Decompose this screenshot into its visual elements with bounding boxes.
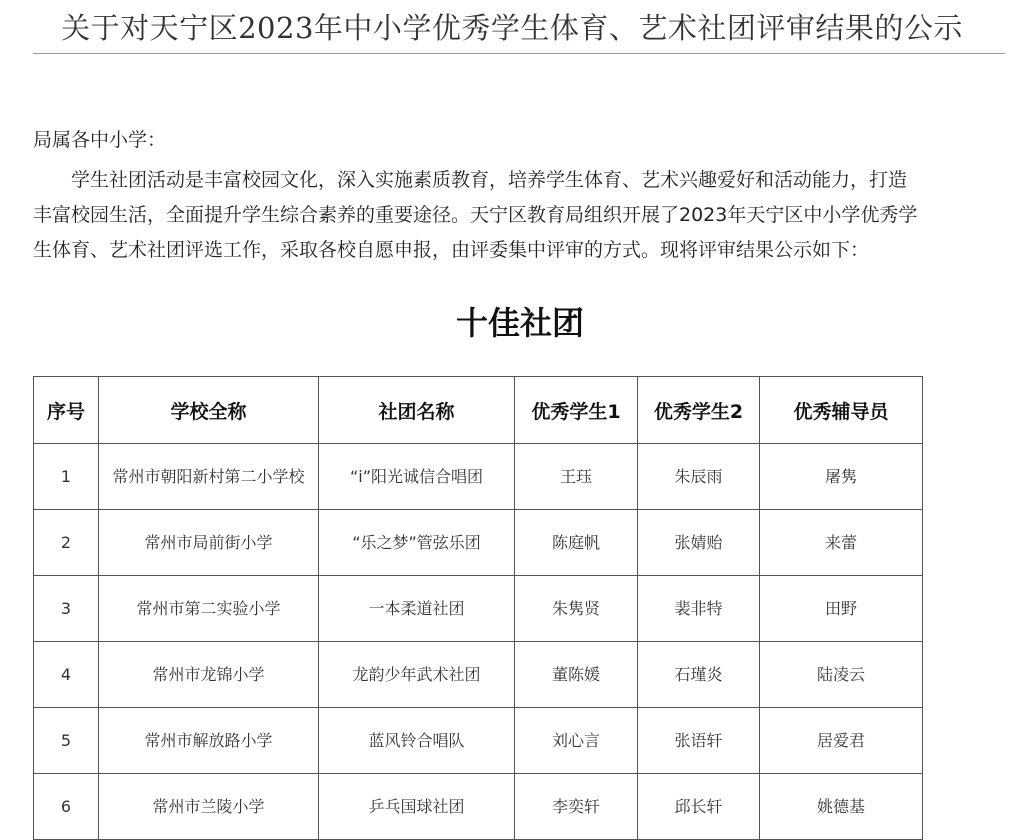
cell-club: 龙韵少年武术社团 [319, 642, 515, 708]
table-row [34, 642, 923, 708]
table-row [34, 510, 923, 576]
table-header-row [34, 377, 923, 444]
cell-student1: 王珏 [515, 444, 638, 510]
body-line: 生体育、艺术社团评选工作，采取各校自愿申报，由评委集中评审的方式。现将评审结果公示如下： [33, 239, 870, 261]
header-advisor: 优秀辅导员 [760, 377, 923, 444]
cell-student2: 裴非特 [638, 576, 760, 642]
cell-student2: 张语轩 [638, 708, 760, 774]
cell-index: 3 [34, 576, 99, 642]
cell-club: “i”阳光诚信合唱团 [319, 444, 515, 510]
cell-student2: 朱辰雨 [638, 444, 760, 510]
header-student2: 优秀学生2 [638, 377, 760, 444]
table-row [34, 576, 923, 642]
cell-index: 1 [34, 444, 99, 510]
section-title: 十佳社团 [455, 304, 584, 342]
body-line: 丰富校园生活，全面提升学生综合素养的重要途径。天宁区教育局组织开展了2023年天宁区中小学优秀学 [33, 204, 918, 226]
cell-student2: 石瑾炎 [638, 642, 760, 708]
table-row [34, 444, 923, 510]
cell-school: 常州市解放路小学 [99, 708, 319, 774]
header-club: 社团名称 [319, 377, 515, 444]
cell-student1: 朱隽贤 [515, 576, 638, 642]
cell-index: 2 [34, 510, 99, 576]
cell-club: 乒乓国球社团 [319, 774, 515, 840]
cell-student2: 邱长轩 [638, 774, 760, 840]
cell-advisor: 姚德基 [760, 774, 923, 840]
document-title: 关于对天宁区2023年中小学优秀学生体育、艺术社团评审结果的公示 [61, 11, 963, 45]
body-paragraph [33, 166, 1005, 271]
body-line: 学生社团活动是丰富校园文化，深入实施素质教育，培养学生体育、艺术兴趣爱好和活动能力，打造 [71, 169, 908, 191]
cell-student1: 陈庭帆 [515, 510, 638, 576]
cell-index: 4 [34, 642, 99, 708]
cell-school: 常州市朝阳新村第二小学校 [99, 444, 319, 510]
header-student1: 优秀学生1 [515, 377, 638, 444]
cell-student1: 刘心言 [515, 708, 638, 774]
cell-student1: 李奕轩 [515, 774, 638, 840]
cell-school: 常州市兰陵小学 [99, 774, 319, 840]
greeting: 局属各中小学： [33, 129, 167, 151]
cell-student2: 张婧贻 [638, 510, 760, 576]
table-row [34, 708, 923, 774]
cell-advisor: 陆凌云 [760, 642, 923, 708]
cell-advisor: 田野 [760, 576, 923, 642]
cell-index: 6 [34, 774, 99, 840]
cell-school: 常州市龙锦小学 [99, 642, 319, 708]
cell-student1: 董陈媛 [515, 642, 638, 708]
cell-club: “乐之梦”管弦乐团 [319, 510, 515, 576]
title-divider [33, 53, 1005, 54]
clubs-table [33, 376, 923, 840]
cell-index: 5 [34, 708, 99, 774]
cell-school: 常州市第二实验小学 [99, 576, 319, 642]
header-school: 学校全称 [99, 377, 319, 444]
cell-school: 常州市局前街小学 [99, 510, 319, 576]
cell-advisor: 居爱君 [760, 708, 923, 774]
cell-club: 一本柔道社团 [319, 576, 515, 642]
cell-club: 蓝风铃合唱队 [319, 708, 515, 774]
cell-advisor: 来蕾 [760, 510, 923, 576]
header-index: 序号 [34, 377, 99, 444]
cell-advisor: 屠隽 [760, 444, 923, 510]
